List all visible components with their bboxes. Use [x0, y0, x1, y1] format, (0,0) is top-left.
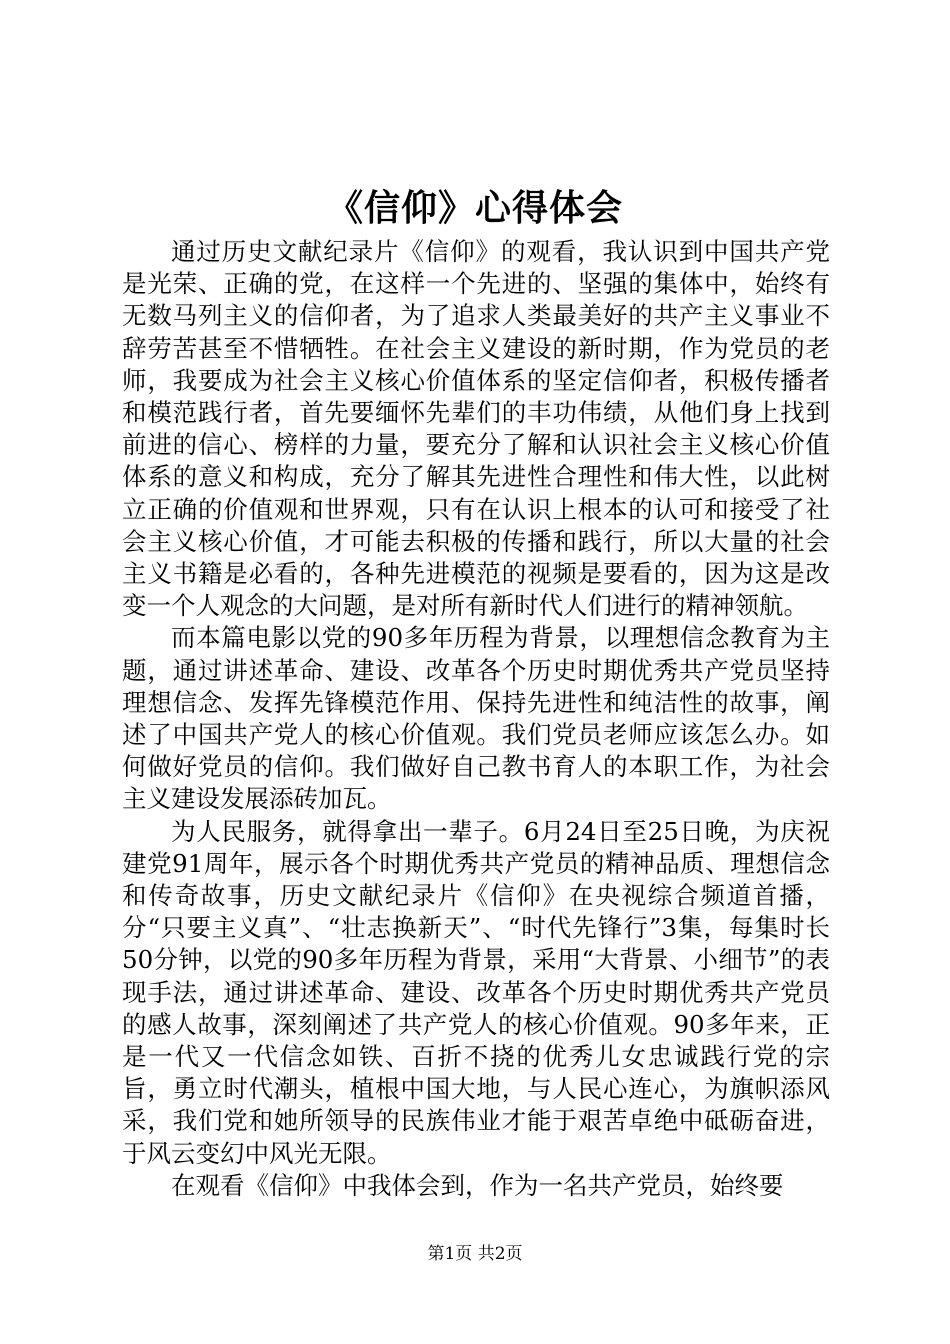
page-number-footer: 第1页 共2页	[427, 1244, 523, 1264]
document-title: 《信仰》心得体会	[326, 187, 623, 229]
paragraph-3: 为人民服务，就得拿出一辈子。6月24日至25日晚，为庆祝建党91周年，展示各个时期优秀共产党员的精神品质、理想信念和传奇故事，历史文献纪录片《信仰》在央视综合频道首播，分“只要主义真”、“壮志换新天”、“时代先锋行”3集，每集时长50分钟，以党的90多年历程为背景，采用“大背景、小细节”的表现手法，通过讲述革命、建设、改革各个历史时期优秀共产党员的感人故事，深刻阐述了共产党人的核心价值观。90多年来，正是一代又一代信念如铁、百折不挠的优秀儿女忠诚践行党的宗旨，勇立时代潮头，植根中国大地，与人民心连心，为旗帜添风采，我们党和她所领导的民族伟业才能于艰苦卓绝中砥砺奋进，于风云变幻中风光无限。	[122, 816, 830, 1168]
paragraph-2: 而本篇电影以党的90多年历程为背景，以理想信念教育为主题，通过讲述革命、建设、改革各个历史时期优秀共产党员坚持理想信念、发挥先锋模范作用、保持先进性和纯洁性的故事，阐述了中国共产党人的核心价值观。我们党员老师应该怎么办。如何做好党员的信仰。我们做好自己教书育人的本职工作，为社会主义建设发展添砖加瓦。	[122, 623, 830, 814]
paragraph-1: 通过历史文献纪录片《信仰》的观看，我认识到中国共产党是光荣、正确的党，在这样一个先进的、坚强的集体中，始终有无数马列主义的信仰者，为了追求人类最美好的共产主义事业不辞劳苦甚至不惜牺牲。在社会主义建设的新时期，作为党员的老师，我要成为社会主义核心价值体系的坚定信仰者，积极传播者和模范践行者，首先要缅怀先辈们的丰功伟绩，从他们身上找到前进的信心、榜样的力量，要充分了解和认识社会主义核心价值体系的意义和构成，充分了解其先进性合理性和伟大性，以此树立正确的价值观和世界观，只有在认识上根本的认可和接受了社会主义核心价值，才可能去积极的传播和践行，所以大量的社会主义书籍是必看的，各种先进模范的视频是要看的，因为这是改变一个人观念的大问题，是对所有新时代人们进行的精神领航。	[122, 237, 830, 621]
paragraph-4: 在观看《信仰》中我体会到，作为一名共产党员，始终要	[171, 1170, 784, 1200]
document-body	[122, 236, 830, 1202]
